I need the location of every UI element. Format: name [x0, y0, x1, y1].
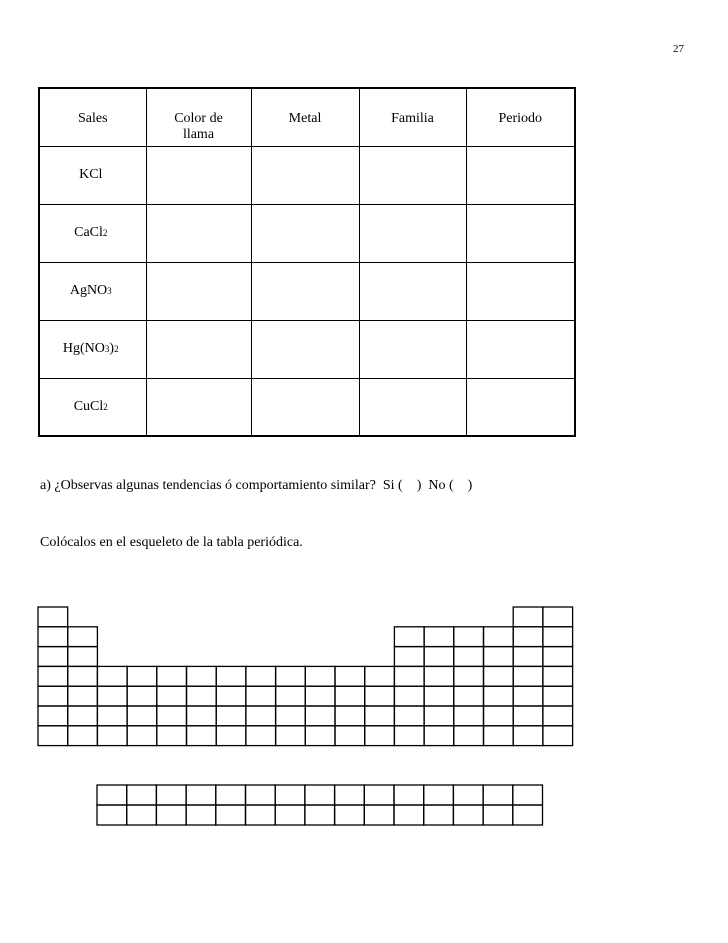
periodic-cell[interactable] [394, 706, 424, 726]
period-cell[interactable] [466, 146, 575, 204]
periodic-cell[interactable] [424, 627, 454, 647]
f-block-cell[interactable] [335, 805, 365, 825]
salt-formula [39, 146, 146, 204]
formula-subscript: 2 [114, 344, 119, 354]
question-a: a) ¿Observas algunas tendencias ó comportamiento similar? Si ( ) No ( ) [40, 478, 473, 493]
metal-cell[interactable] [251, 204, 359, 262]
periodic-cell[interactable] [365, 706, 395, 726]
f-block-cell[interactable] [394, 785, 424, 805]
periodic-cell[interactable] [543, 627, 573, 647]
periodic-cell[interactable] [394, 686, 424, 706]
f-block-cell[interactable] [246, 805, 276, 825]
table-header-row [39, 88, 575, 146]
metal-cell[interactable] [251, 262, 359, 320]
flame-color-cell[interactable] [146, 146, 251, 204]
periodic-cell[interactable] [157, 706, 187, 726]
flame-color-cell[interactable] [146, 320, 251, 378]
periodic-cell[interactable] [216, 686, 246, 706]
family-cell[interactable] [359, 262, 466, 320]
periodic-cell[interactable] [335, 666, 365, 686]
periodic-cell[interactable] [157, 686, 187, 706]
periodic-cell[interactable] [424, 726, 454, 746]
periodic-cell[interactable] [246, 666, 276, 686]
salt-formula [39, 204, 146, 262]
periodic-cell[interactable] [424, 647, 454, 667]
periodic-cell[interactable] [543, 706, 573, 726]
periodic-cell[interactable] [38, 666, 68, 686]
formula-text: Hg(NO [62, 341, 105, 356]
periodic-cell[interactable] [394, 627, 424, 647]
period-cell[interactable] [466, 320, 575, 378]
salts-table [38, 87, 576, 437]
formula-text: ) [109, 341, 115, 356]
metal-cell[interactable] [251, 320, 359, 378]
periodic-cell[interactable] [246, 726, 276, 746]
periodic-cell[interactable] [454, 706, 484, 726]
f-block-cell[interactable] [97, 785, 127, 805]
f-block-cell[interactable] [275, 805, 305, 825]
periodic-cell[interactable] [276, 706, 306, 726]
periodic-cell[interactable] [157, 726, 187, 746]
f-block-cell[interactable] [513, 805, 543, 825]
periodic-cell[interactable] [38, 686, 68, 706]
family-cell[interactable] [359, 146, 466, 204]
periodic-cell[interactable] [187, 686, 217, 706]
periodic-cell[interactable] [38, 706, 68, 726]
periodic-cell[interactable] [335, 706, 365, 726]
periodic-cell[interactable] [454, 686, 484, 706]
periodic-cell[interactable] [394, 647, 424, 667]
flame-color-cell[interactable] [146, 378, 251, 436]
periodic-cell[interactable] [187, 666, 217, 686]
header-metal: Metal [251, 88, 359, 146]
periodic-cell[interactable] [513, 706, 543, 726]
salt-formula [39, 262, 146, 320]
periodic-cell[interactable] [276, 666, 306, 686]
periodic-cell[interactable] [543, 686, 573, 706]
periodic-cell[interactable] [513, 726, 543, 746]
f-block-cell[interactable] [364, 785, 394, 805]
f-block-cell[interactable] [424, 785, 454, 805]
periodic-cell[interactable] [276, 686, 306, 706]
periodic-cell[interactable] [454, 627, 484, 647]
periodic-cell[interactable] [484, 726, 514, 746]
periodic-cell[interactable] [68, 686, 98, 706]
periodic-cell[interactable] [68, 647, 98, 667]
f-block-cell[interactable] [453, 805, 483, 825]
header-period: Periodo [466, 88, 575, 146]
f-block-cell[interactable] [127, 785, 157, 805]
period-cell[interactable] [466, 262, 575, 320]
periodic-cell[interactable] [484, 666, 514, 686]
periodic-cell[interactable] [97, 726, 127, 746]
formula-text: CaCl [74, 225, 103, 240]
periodic-cell[interactable] [513, 607, 543, 627]
periodic-cell[interactable] [127, 666, 157, 686]
periodic-cell[interactable] [38, 647, 68, 667]
periodic-cell[interactable] [305, 726, 335, 746]
metal-cell[interactable] [251, 378, 359, 436]
f-block-cell[interactable] [424, 805, 454, 825]
f-block-cell[interactable] [216, 785, 246, 805]
f-block-cell[interactable] [453, 785, 483, 805]
periodic-cell[interactable] [365, 726, 395, 746]
periodic-cell[interactable] [38, 627, 68, 647]
periodic-cell[interactable] [454, 647, 484, 667]
table-row [39, 378, 575, 436]
f-block-cell[interactable] [127, 805, 157, 825]
periodic-cell[interactable] [543, 726, 573, 746]
f-block-cell[interactable] [483, 785, 513, 805]
f-block-cell[interactable] [186, 805, 216, 825]
page-number: 27 [673, 43, 684, 55]
periodic-cell[interactable] [216, 726, 246, 746]
periodic-cell[interactable] [424, 706, 454, 726]
periodic-cell[interactable] [97, 706, 127, 726]
periodic-cell[interactable] [305, 706, 335, 726]
periodic-cell[interactable] [127, 706, 157, 726]
f-block-cell[interactable] [513, 785, 543, 805]
formula-subscript: 3 [104, 344, 110, 354]
salt-formula [39, 320, 146, 378]
periodic-cell[interactable] [394, 666, 424, 686]
periodic-cell[interactable] [484, 686, 514, 706]
period-cell[interactable] [466, 204, 575, 262]
periodic-cell[interactable] [97, 666, 127, 686]
flame-color-cell[interactable] [146, 262, 251, 320]
periodic-cell[interactable] [454, 726, 484, 746]
periodic-cell[interactable] [454, 666, 484, 686]
header-sales: Sales [39, 88, 146, 146]
f-block-cell[interactable] [246, 785, 276, 805]
family-cell[interactable] [359, 320, 466, 378]
periodic-cell[interactable] [484, 627, 514, 647]
periodic-cell[interactable] [513, 627, 543, 647]
periodic-cell[interactable] [513, 647, 543, 667]
f-block-cell[interactable] [97, 805, 127, 825]
periodic-cell[interactable] [424, 686, 454, 706]
header-family: Familia [359, 88, 466, 146]
periodic-cell[interactable] [543, 607, 573, 627]
periodic-cell[interactable] [305, 686, 335, 706]
periodic-cell[interactable] [484, 647, 514, 667]
table-row [39, 320, 575, 378]
table-row [39, 262, 575, 320]
periodic-cell[interactable] [38, 607, 68, 627]
f-block-cell[interactable] [364, 805, 394, 825]
f-block-cell[interactable] [186, 785, 216, 805]
f-block-cell[interactable] [275, 785, 305, 805]
family-cell[interactable] [359, 378, 466, 436]
periodic-cell[interactable] [543, 666, 573, 686]
metal-cell[interactable] [251, 146, 359, 204]
flame-color-cell[interactable] [146, 204, 251, 262]
instruction-text: Colócalos en el esqueleto de la tabla periódica. [40, 535, 303, 550]
family-cell[interactable] [359, 204, 466, 262]
periodic-cell[interactable] [68, 627, 98, 647]
periodic-cell[interactable] [97, 686, 127, 706]
f-block-cell[interactable] [305, 785, 335, 805]
periodic-cell[interactable] [394, 726, 424, 746]
formula-subscript: 2 [103, 401, 108, 412]
table-row [39, 204, 575, 262]
table-row [39, 146, 575, 204]
periodic-cell[interactable] [187, 726, 217, 746]
periodic-cell[interactable] [127, 686, 157, 706]
periodic-cell[interactable] [365, 686, 395, 706]
f-block-cell[interactable] [305, 805, 335, 825]
periodic-cell[interactable] [513, 686, 543, 706]
periodic-cell[interactable] [187, 706, 217, 726]
f-block-cell[interactable] [216, 805, 246, 825]
formula-text: CuCl [73, 398, 104, 414]
periodic-cell[interactable] [68, 666, 98, 686]
periodic-cell[interactable] [335, 686, 365, 706]
formula-text: AgNO [69, 283, 108, 298]
salt-formula [39, 378, 146, 436]
f-block-cell[interactable] [483, 805, 513, 825]
periodic-cell[interactable] [276, 726, 306, 746]
periodic-cell[interactable] [305, 666, 335, 686]
periodic-cell[interactable] [484, 706, 514, 726]
periodic-cell[interactable] [335, 726, 365, 746]
periodic-cell[interactable] [246, 686, 276, 706]
periodic-cell[interactable] [68, 726, 98, 746]
f-block-cell[interactable] [335, 785, 365, 805]
periodic-cell[interactable] [127, 726, 157, 746]
periodic-cell[interactable] [38, 726, 68, 746]
f-block-cell[interactable] [156, 785, 186, 805]
periodic-cell[interactable] [157, 666, 187, 686]
f-block-cell[interactable] [156, 805, 186, 825]
f-block-cell[interactable] [394, 805, 424, 825]
formula-subscript: 3 [107, 286, 112, 296]
formula-subscript: 2 [102, 228, 108, 238]
header-flame-color: Color de llama [146, 88, 251, 146]
periodic-cell[interactable] [216, 666, 246, 686]
formula-text: KCl [79, 167, 103, 182]
periodic-cell[interactable] [424, 666, 454, 686]
periodic-cell[interactable] [513, 666, 543, 686]
periodic-cell[interactable] [216, 706, 246, 726]
periodic-cell[interactable] [543, 647, 573, 667]
periodic-cell[interactable] [68, 706, 98, 726]
periodic-cell[interactable] [365, 666, 395, 686]
periodic-cell[interactable] [246, 706, 276, 726]
period-cell[interactable] [466, 378, 575, 436]
